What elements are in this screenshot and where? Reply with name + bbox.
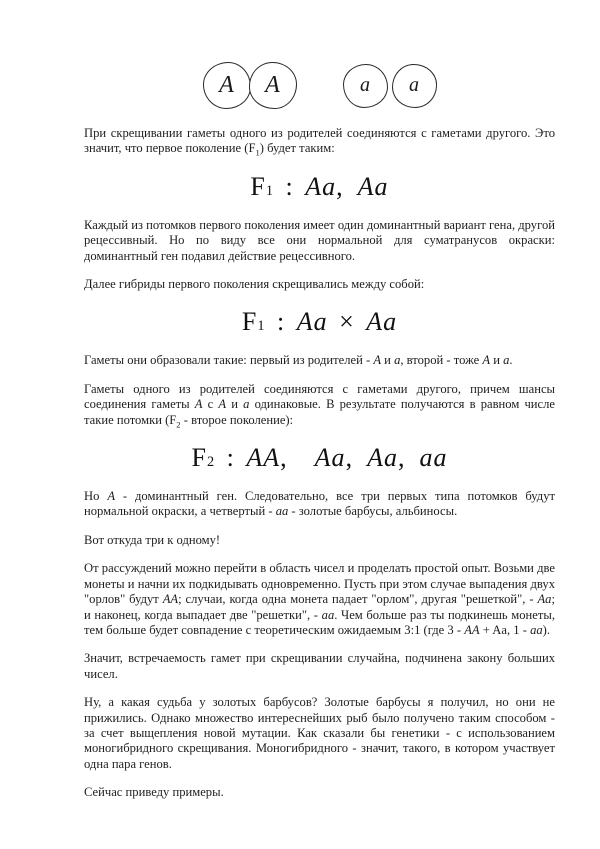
paragraph-f1-intro: При скрещивании гаметы одного из родителей соединяются с гаметами другого. Это значит, что первое поколение $(F_1)$ будет таким:	[84, 126, 555, 158]
formula-f1-cross: $F_1$ : Aa × Aa	[241, 307, 398, 337]
formula-f2-result: $F_2$ : AA, Aa, Aa, aa	[191, 443, 448, 473]
paragraph-dominant-gene-result: Но A - доминантный ген. Следовательно, все три первых типа потомков будут нормальной окраски, а четвертый - aa - золотые барбусы, альбиносы.	[84, 489, 556, 519]
gamete-letter: A	[219, 72, 234, 98]
paragraph-coin-experiment: От рассуждений можно перейти в область чисел и проделать простой опыт. Возьми две монеты и начни их подкидывать одновременно. Пусть при этом случае выпадения двух "орлов" будут AA; случаи, когда одна монета падает "орлом", другая "решеткой", - Aa; и наконец, когда выпадает две "решетки", - aa. Чем больше раз ты подкинешь монеты, тем больше будет совпадение с теоретическим ожидаемым 3:1 (где 3 - AA + Aa, 1 - aa).	[84, 561, 555, 637]
paragraph-dominant-explanation: Каждый из потомков первого поколения имеет один доминантный вариант гена, другой рецессивный. Но по виду все они нормальной для суматранусов окраски: доминантный ген подавил действие рецессивного.	[84, 217, 555, 263]
paragraph-combination-chances: Гаметы одного из родителей соединяются с гаметами другого, причем шансы соединения гаметы A с A и a одинаковые. В результате получаются в равном числе такие потомки ($F_2$ - второе поколение):	[84, 381, 555, 430]
paragraph-gametes-formed: Гаметы они образовали такие: первый из родителей - A и a, второй - тоже A и a.	[84, 353, 513, 368]
gamete-circle-dominant-1	[203, 62, 251, 109]
dominant-gamete-pair	[203, 62, 297, 109]
paragraph-law-of-large-numbers: Значит, встречаемость гамет при скрещивании случайна, подчинена закону больших чисел.	[84, 651, 555, 681]
gamete-letter: A	[265, 72, 280, 98]
paragraph-three-to-one: Вот откуда три к одному!	[84, 532, 221, 547]
formula-f1-result: $F_1$ : Aa, Aa	[250, 171, 389, 201]
gamete-circle-dominant-2	[249, 62, 297, 109]
gamete-letter: a	[360, 74, 370, 96]
paragraph-examples-next: Сейчас приведу примеры.	[84, 785, 224, 800]
gamete-diagram	[84, 62, 555, 109]
recessive-gamete-pair	[343, 64, 437, 108]
gamete-circle-recessive-1	[343, 64, 388, 108]
gamete-letter: a	[409, 74, 419, 96]
gamete-circle-recessive-2	[392, 64, 437, 108]
paragraph-golden-barbs-fate: Ну, а какая судьба у золотых барбусов? Золотые барбусы я получил, но они не прижились. Однако множество интереснейших рыб было получено таким способом - за счет выщепления новой мутации. Как сказали бы генетики - с использованием моногибридного скрещивания. Моногибридного - значит, такого, в котором участвует одна пара генов.	[84, 695, 555, 771]
paragraph-hybrids-cross-intro: Далее гибриды первого поколения скрещивались между собой:	[84, 277, 425, 292]
